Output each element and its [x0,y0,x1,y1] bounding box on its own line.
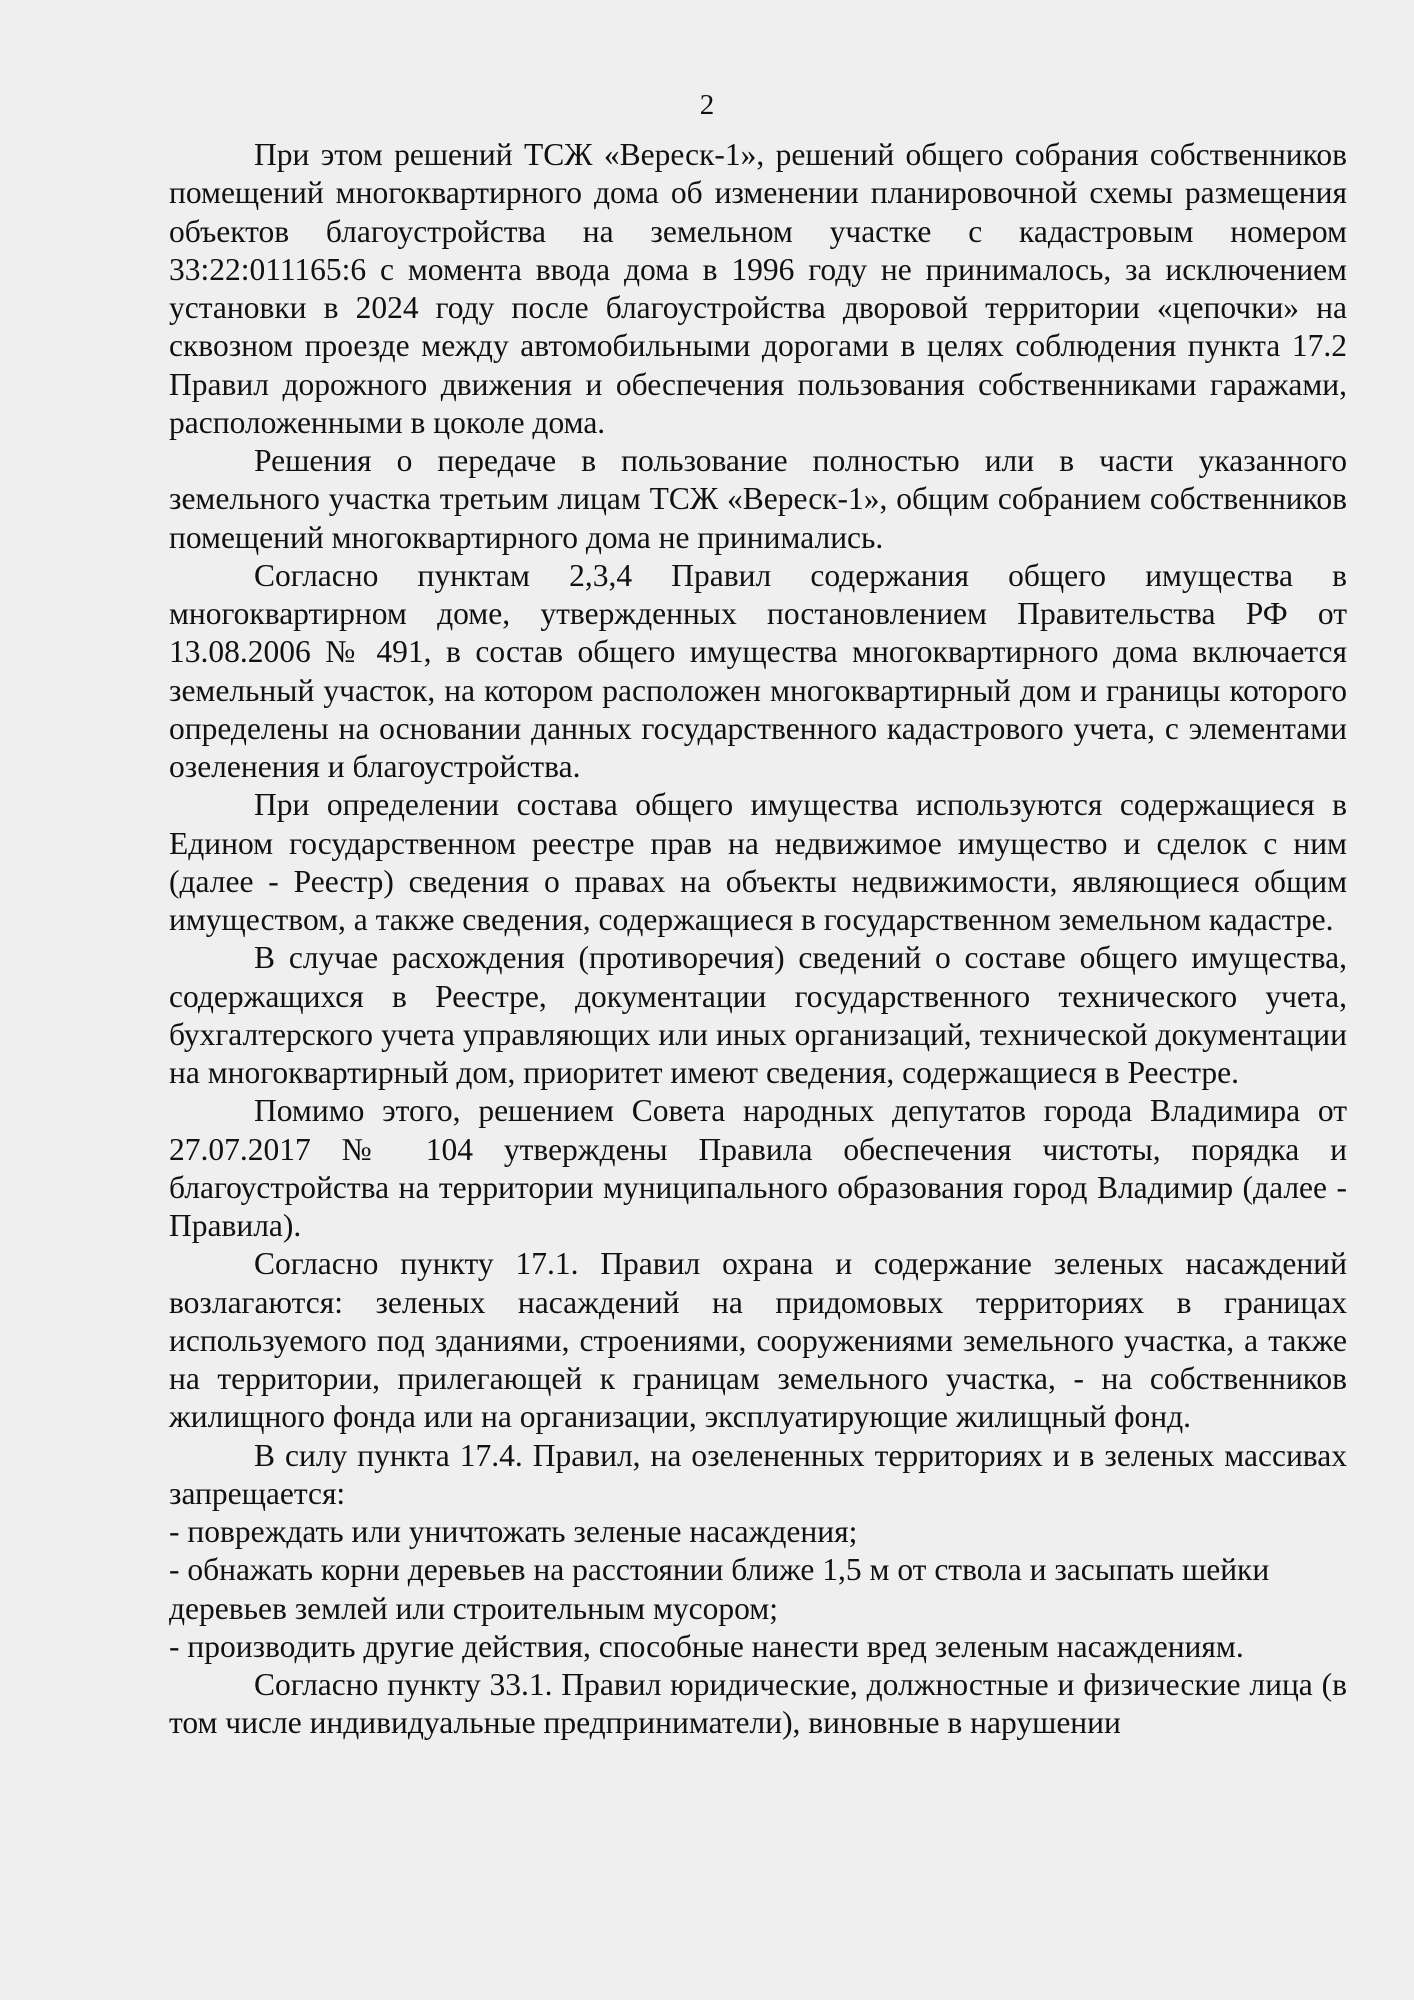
paragraph-registry-priority: В случае расхождения (противоречия) сведений о составе общего имущества, содержащихся в Реестре, документации государственного технического учета, бухгалтерского учета управляющих или иных организаций, технической документации на многоквартирный дом, приоритет имеют сведения, содержащиеся в Реестре. [169,940,1347,1090]
paragraph-tsj-decisions: При этом решений ТСЖ «Вереск-1», решений общего собрания собственников помещений многоквартирного дома об изменении планировочной схемы размещения объектов благоустройства на земельном участке с кадастровым номером 33:22:011165:6 с момента ввода дома в 1996 году не принималось, за исключением установки в 2024 году после благоустройства дворовой территории «цепочки» на сквозном проезде между автомобильными дорогами в целях соблюдения пункта 17.2 Правил дорожного движения и обеспечения пользования собственниками гаражами, расположенными в цоколе дома. [169,137,1347,440]
paragraph-green-spaces-duty: Согласно пункту 17.1. Правил охрана и содержание зеленых насаждений возлагаются: зеленых насаждений на придомовых территориях в границах используемого под зданиями, строениями, сооружениями земельного участка, а также на территории, прилегающей к границам земельного участка, - на собственников жилищного фонда или на организации, эксплуатирующие жилищный фонд. [169,1246,1347,1435]
list-item: - обнажать корни деревьев на расстоянии ближе 1,5 м от ствола и засыпать шейки деревьев землей или строительным мусором; [169,1552,1270,1626]
list-item: - повреждать или уничтожать зеленые насаждения; [169,1514,858,1549]
list-item: - производить другие действия, способные нанести вред зеленым насаждениям. [169,1628,1244,1664]
paragraph-land-transfer: Решения о передаче в пользование полностью или в части указанного земельного участка третьим лицам ТСЖ «Вереск-1», общим собранием собственников помещений многоквартирного дома не принимались. [169,443,1347,555]
paragraph-liability: Согласно пункту 33.1. Правил юридические, должностные и физические лица (в том числе индивидуальные предприниматели), виновные в нарушении [169,1667,1347,1741]
page-number: 2 [699,89,715,121]
paragraph-registry-information: При определении состава общего имущества используются содержащиеся в Едином государственном реестре прав на недвижимое имущество и сделок с ним (далее - Реестр) сведения о правах на объекты недвижимости, являющиеся общим имуществом, а также сведения, содержащиеся в государственном земельном кадастре. [169,787,1347,937]
document-body [169,136,1347,1743]
paragraph-prohibitions-intro: В силу пункта 17.4. Правил, на озелененных территориях и в зеленых массивах запрещается: [169,1437,1347,1511]
paragraph-city-council-decision: Помимо этого, решением Совета народных депутатов города Владимира от 27.07.2017 № 104 утверждены Правила обеспечения чистоты, порядка и благоустройства на территории муниципального образования город Владимир (далее - Правила). [169,1093,1347,1243]
paragraph-common-property-rules: Согласно пунктам 2,3,4 Правил содержания общего имущества в многоквартирном доме, утвержденных постановлением Правительства РФ от 13.08.2006 № 491, в состав общего имущества многоквартирного дома включается земельный участок, на котором расположен многоквартирный дом и границы которого определены на основании данных государственного кадастрового учета, с элементами озеленения и благоустройства. [169,557,1347,784]
